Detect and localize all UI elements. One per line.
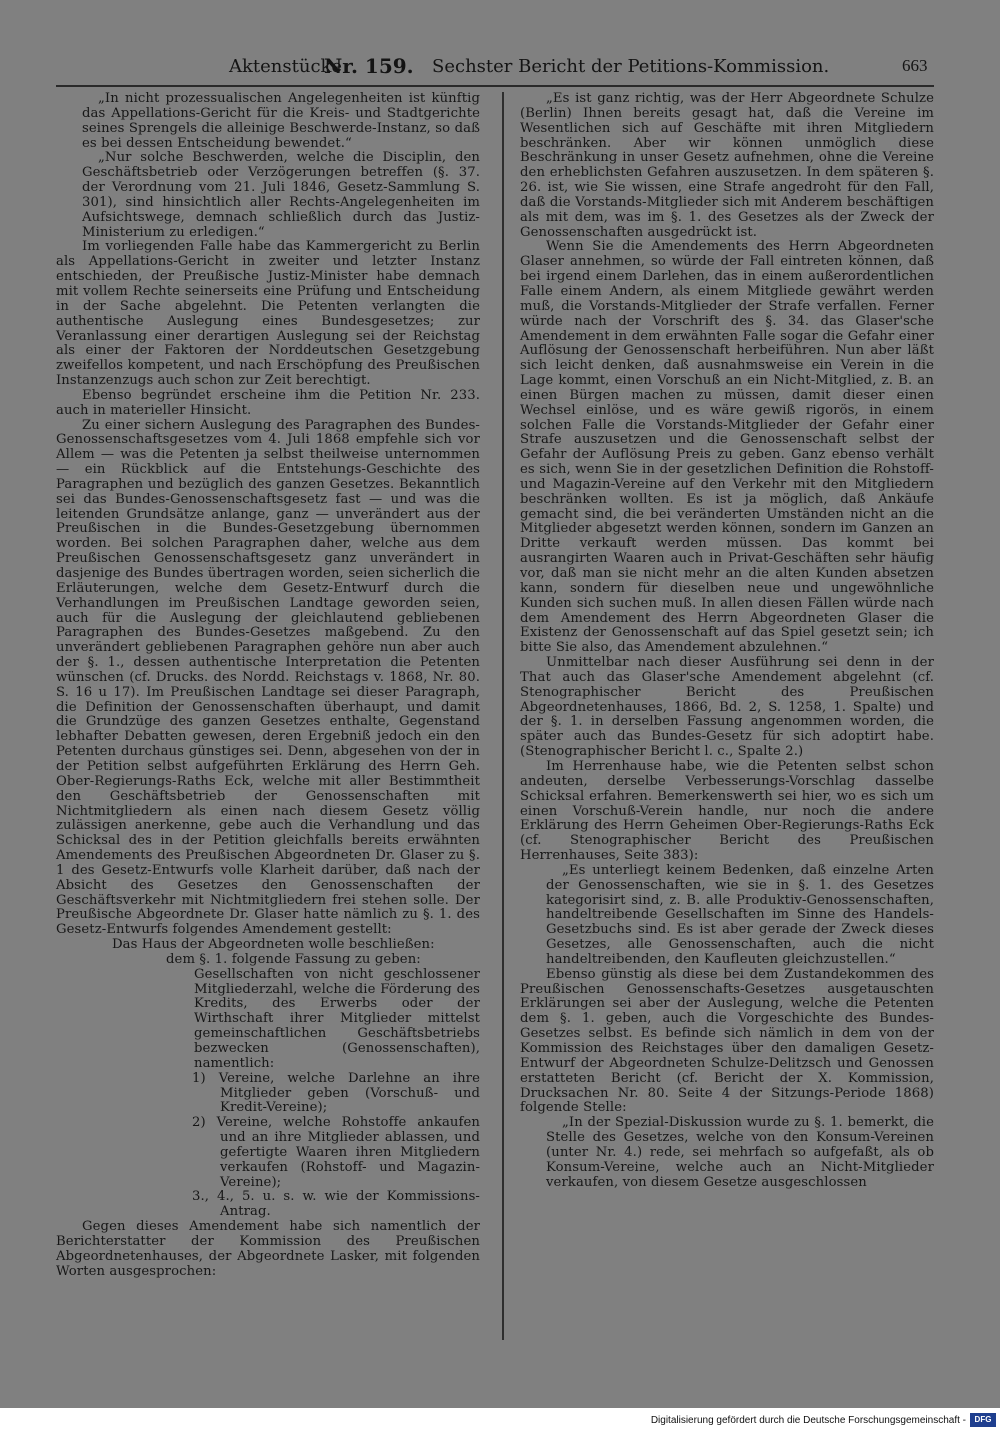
header-rule bbox=[56, 85, 934, 87]
left-column bbox=[56, 92, 480, 1280]
list-item: 3., 4., 5. u. s. w. wie der Kommissions-Antrag. bbox=[192, 1189, 480, 1220]
paragraph: Unmittelbar nach dieser Ausführung sei denn in der That auch das Glaser'sche Amendement abgelehnt (cf. Stenographischer Bericht des Preußischen Abgeordnetenhauses, 1866, Bd. 2, S. 1258, 1. Spalte) und der §. 1. in derselben Fassung angenommen worden, die später auch das Bundes-Gesetz für sich adoptirt habe. (Stenographischer Bericht l. c., Spalte 2.) bbox=[520, 655, 934, 760]
paragraph: „Es ist ganz richtig, was der Herr Abgeordnete Schulze (Berlin) Ihnen bereits gesagt hat, daß die Vereine im Wesentlichen sich auf Geschäfte mit ihren Mitgliedern beschränken. Aber wir können unmöglich diese Beschränkung in unser Gesetz aufnehmen, ohne die Vereine den erheblichsten Gefahren auszusetzen. In dem späteren §. 26. ist, wie Sie wissen, eine Strafe angedroht für den Fall, daß die Vorstands-Mitglieder sich mit Anderem beschäftigen als mit dem, was im §. 1. des Gesetzes als der Zweck der Genossenschaften ausgedrückt ist. bbox=[520, 91, 934, 240]
paragraph: dem §. 1. folgende Fassung zu geben: bbox=[166, 951, 421, 967]
page-header bbox=[0, 56, 1000, 84]
header-document-number: Nr. 159. bbox=[324, 54, 414, 78]
paragraph: Im vorliegenden Falle habe das Kammergericht zu Berlin als Appellations-Gericht in zweiter und letzter Instanz entschieden, der Preußische Justiz-Minister habe demnach mit vollem Rechte seinerseits eine Prüfung und Entscheidung in der Sache abgelehnt. Die Petenten verlangten die authentische Auslegung eines Bundesgesetzes; zur Veranlassung einer derartigen Auslegung sei der Reichstag als einer der Faktoren der Norddeutschen Gesetzgebung zweifellos kompetent, und nach Erschöpfung des Preußischen Instanzenzugs auch schon zur Zeit berechtigt. bbox=[56, 239, 480, 389]
list-item: 2) Vereine, welche Rohstoffe ankaufen und an ihre Mitglieder ablassen, und gefertigte Waaren ihren Mitgliedern verkaufen (Rohstoff- und Magazin-Vereine); bbox=[192, 1115, 480, 1190]
paragraph: „Nur solche Beschwerden, welche die Disciplin, den Geschäftsbetrieb oder Verzögerungen betreffen (§. 37. der Verordnung vom 21. Juli 1846, Gesetz-Sammlung S. 301), sind hinsichtlich aller Rechts-Angelegenheiten im Aufsichtswege, demnach schließlich durch das Justiz-Ministerium zu erledigen.“ bbox=[82, 150, 480, 240]
paragraph: Das Haus der Abgeordneten wolle beschließen: bbox=[112, 937, 435, 953]
paragraph: Im Herrenhause habe, wie die Petenten selbst schon andeuten, derselbe Verbesserungs-Vorschlag dasselbe Schicksal erfahren. Bemerkenswerth sei hier, wo es sich um einen Vorschuß-Verein handle, nur noch die andere Erklärung des Herrn Geheimen Ober-Regierungs-Raths Eck (cf. Stenographischer Bericht des Preußischen Herrenhauses, Seite 383): bbox=[520, 758, 934, 864]
paragraph: Gesellschaften von nicht geschlossener Mitgliederzahl, welche die Förderung des Kredits, des Erwerbs oder der Wirthschaft ihrer Mitglieder mittelst gemeinschaftlichen Geschäftsbetriebs bezwecken (Genossenschaften), namentlich: bbox=[194, 966, 480, 1071]
header-aktenstuecke: Aktenstücke bbox=[229, 56, 343, 77]
dfg-logo: DFG bbox=[970, 1413, 996, 1427]
right-column bbox=[520, 92, 934, 1190]
funding-notice: Digitalisierung gefördert durch die Deutsche Forschungsgemeinschaft - bbox=[650, 1415, 966, 1426]
paragraph: „In nicht prozessualischen Angelegenheiten ist künftig das Appellations-Gericht für die Kreis- und Stadtgerichte seines Sprengels die alleinige Beschwerde-Instanz, so daß es bei dessen Entscheidung bewendet.“ bbox=[82, 91, 480, 151]
paragraph: „Es unterliegt keinem Bedenken, daß einzelne Arten der Genossenschaften, wie sie in §. 1. des Gesetzes kategorisirt sind, z. B. alle Produktiv-Genossenschaften, handeltreibende Gesellschaften im Sinne des Handels-Gesetzbuchs sind. Es ist aber gerade der Zweck dieses Gesetzes, alle Genossenschaften, auch die nicht handeltreibenden, den Kaufleuten gleichzustellen.“ bbox=[546, 862, 934, 967]
digitization-footer bbox=[0, 1408, 1000, 1432]
paragraph: Gegen dieses Amendement habe sich namentlich der Berichterstatter der Kommission des Preußischen Abgeordnetenhauses, der Abgeordnete Lasker, mit folgenden Worten ausgesprochen: bbox=[56, 1219, 480, 1279]
page-number: 663 bbox=[902, 56, 928, 75]
column-divider bbox=[502, 92, 504, 1340]
paragraph: Wenn Sie die Amendements des Herrn Abgeordneten Glaser annehmen, so würde der Fall eintreten können, daß bei irgend einem Darlehen, das in einem außerordentlichen Falle einem Andern, als einem Mitgliede gewährt werden muß, die Vorstands-Mitglieder der Strafe verfallen. Ferner würde nach der Vorschrift des §. 34. das Glaser'sche Amendement in dem erwähnten Falle sogar die Gefahr einer Auflösung der Genossenschaft herbeiführen. Nun aber läßt sich leicht denken, daß ausnahmsweise ein Verein in die Lage kommt, einen Vorschuß an ein Nicht-Mitglied, z. B. an einen Bürgen machen zu müssen, damit dieser einen Wechsel einlöse, und es wäre gewiß rigorös, in einem solchen Falle die Vorstands-Mitglieder der Gefahr einer Strafe auszusetzen und die Genossenschaft selbst der Gefahr der Auflösung Preis zu geben. Ganz ebenso verhält es sich, wenn Sie in der gesetzlichen Definition die Rohstoff- und Magazin-Vereine auf den Verkehr mit den Mitgliedern beschränken wollten. Es ist ja möglich, daß Ankäufe gemacht sind, die bei veränderten Umständen nicht an die Mitglieder abgesetzt werden können, sondern im Ganzen an Dritte verkauft werden müssen. Das kommt bei ausrangirten Waaren auch in Privat-Geschäften sehr häufig vor, daß man sie nicht mehr an die alten Kunden absetzen kann, sondern für dieselben neue und ungewöhnliche Kunden sich suchen muß. In allen diesen Fällen würde nach dem Amendement des Herrn Abgeordneten Glaser die Existenz der Genossenschaft auf das Spiel gesetzt sein; ich bitte Sie also, das Amendement abzulehnen.“ bbox=[520, 239, 934, 656]
paragraph: „In der Spezial-Diskussion wurde zu §. 1. bemerkt, die Stelle des Gesetzes, welche von den Konsum-Vereinen (unter Nr. 4.) rede, sei mehrfach so aufgefaßt, als ob Konsum-Vereine, welche auch an Nicht-Mitglieder verkaufen, von diesem Gesetze ausgeschlossen bbox=[546, 1115, 934, 1190]
header-title: Sechster Bericht der Petitions-Kommission. bbox=[432, 56, 830, 77]
paragraph: Ebenso günstig als diese bei dem Zustandekommen des Preußischen Genossenschafts-Gesetzes ausgetauschten Erklärungen sei aber der Auslegung, welche die Petenten dem §. 1. geben, auch die Vorgeschichte des Bundes-Gesetzes selbst. Es befinde sich nämlich in dem von der Kommission des Reichstages über den damaligen Gesetz-Entwurf der Abgeordneten Schulze-Delitzsch und Genossen erstatteten Bericht (cf. Bericht der X. Kommission, Drucksachen Nr. 80. Seite 4 der Sitzungs-Periode 1868) folgende Stelle: bbox=[520, 966, 934, 1116]
paragraph: Zu einer sichern Auslegung des Paragraphen des Bundes-Genossenschaftsgesetzes vom 4. Juli 1868 empfehle sich vor Allem — was die Petenten ja selbst theilweise unternommen — ein Rückblick auf die Entstehungs-Geschichte des Paragraphen und bezüglich des ganzen Gesetzes. Bekanntlich sei das Bundes-Genossenschaftsgesetz fast — und was die leitenden Grundsätze anlange, ganz — unverändert aus der Preußischen in die Bundes-Gesetzgebung übernommen worden. Bei solchen Paragraphen daher, welche aus dem Preußischen Genossenschaftsgesetz ganz unverändert in dasjenige des Bundes übertragen worden, seien sicherlich die Erläuterungen, welche dem Gesetz-Entwurf durch die Verhandlungen im Preußischen Landtage geworden seien, auch für die Auslegung der gleichlautend gebliebenen Paragraphen des Bundes-Gesetzes maßgebend. Zu den unverändert gebliebenen Paragraphen gehöre nun aber auch der §. 1., dessen authentische Interpretation die Petenten wünschen (cf. Drucks. des Nordd. Reichstags v. 1868, Nr. 80. S. 16 u 17). Im Preußischen Landtage sei dieser Paragraph, die Definition der Genossenschaften überhaupt, und damit die Grundzüge des ganzen Gesetzes enthalte, Gegenstand lebhafter Debatten gewesen, deren Ergebniß jedoch ein den Petenten durchaus günstiges sei. Denn, abgesehen von der in der Petition selbst aufgeführten Erklärung des Herrn Geh. Ober-Regierungs-Raths Eck, welche mit aller Bestimmtheit den Geschäftsbetrieb der Genossenschaften mit Nichtmitgliedern als einen nach diesem Gesetz völlig zulässigen anerkenne, gebe auch die Verhandlung und das Schicksal des in der Petition gleichfalls bereits erwähnten Amendements des Preußischen Abgeordneten Dr. Glaser zu §. 1 des Gesetz-Entwurfs volle Klarheit darüber, daß nach der Absicht des Gesetzes den Genossenschaften der Geschäftsverkehr mit Nichtmitgliedern frei stehen solle. Der Preußische Abgeordnete Dr. Glaser hatte nämlich zu §. 1. des Gesetz-Entwurfs folgendes Amendement gestellt: bbox=[56, 417, 480, 938]
list-item: 1) Vereine, welche Darlehne an ihre Mitglieder geben (Vorschuß- und Kredit-Vereine); bbox=[192, 1070, 480, 1116]
paragraph: Ebenso begründet erscheine ihm die Petition Nr. 233. auch in materieller Hinsicht. bbox=[56, 387, 480, 418]
